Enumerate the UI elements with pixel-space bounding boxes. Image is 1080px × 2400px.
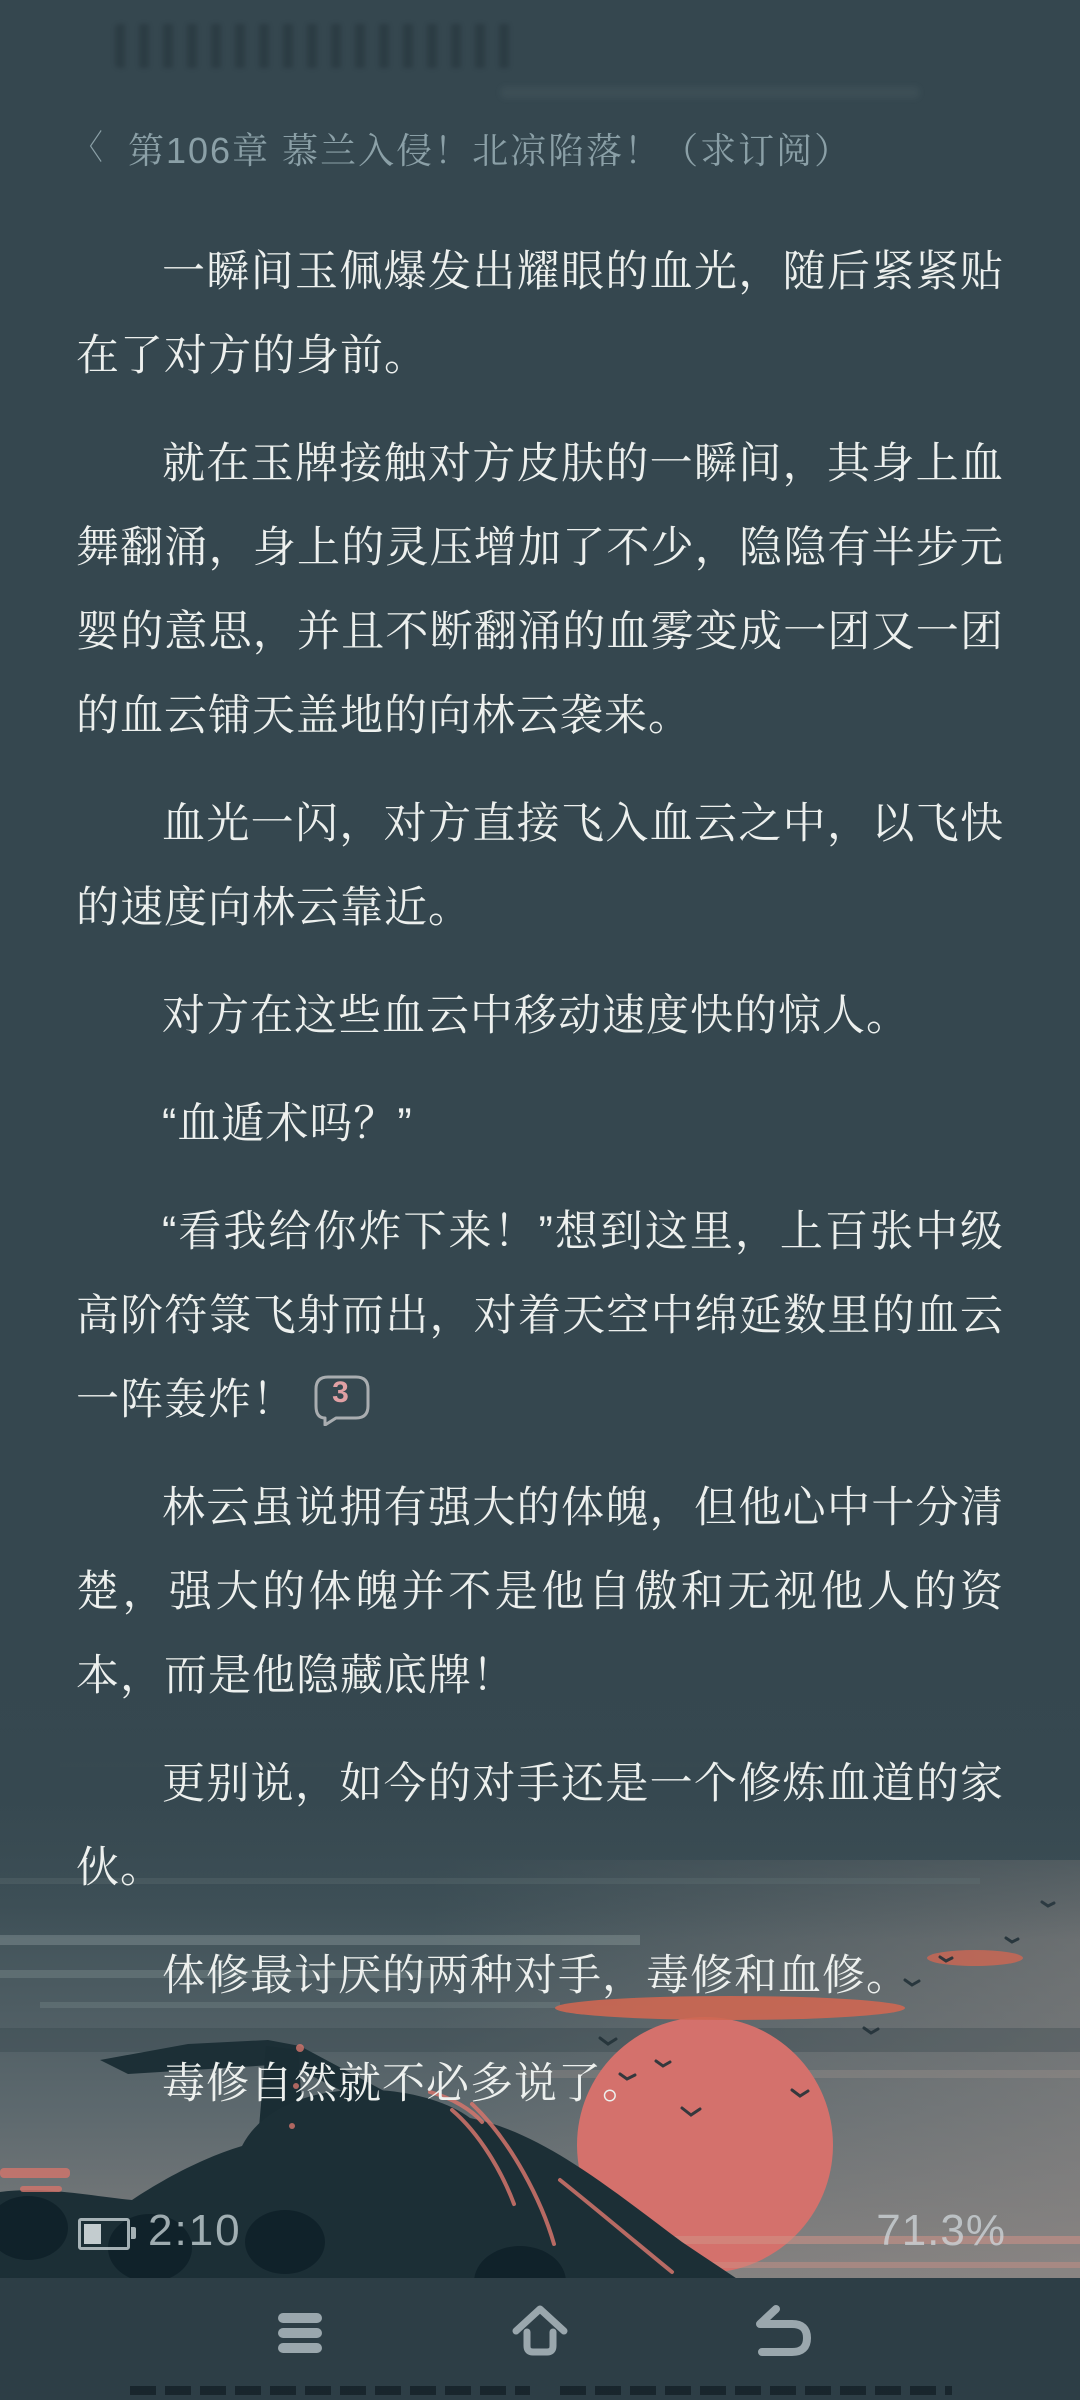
comment-count-badge[interactable] <box>312 1370 372 1422</box>
watermark-artifact <box>130 2386 530 2395</box>
paragraph: 一瞬间玉佩爆发出耀眼的血光，随后紧紧贴在了对方的身前。 <box>76 248 1004 380</box>
paragraph: 就在玉牌接触对方皮肤的一瞬间，其身上血舞翻涌，身上的灵压增加了不少，隐隐有半步元婴的意思，并且不断翻涌的血雾变成一团又一团的血云铺天盖地的向林云袭来。 <box>76 440 1004 740</box>
reading-status-bar <box>0 2206 1080 2266</box>
android-nav-bar <box>0 2278 1080 2400</box>
watermark-artifact <box>560 2386 952 2395</box>
paragraph: “血遁术吗？” <box>162 1100 413 1148</box>
nav-back-button[interactable] <box>702 2278 862 2388</box>
clock-text: 2:10 <box>148 2206 242 2255</box>
chapter-title: 第106章 慕兰入侵！北凉陷落！（求订阅） <box>128 129 853 171</box>
comment-count: 3 <box>332 1376 350 1409</box>
paragraph: 对方在这些血云中移动速度快的惊人。 <box>162 992 910 1040</box>
back-chevron-icon[interactable]: 〈 <box>75 129 103 167</box>
paragraph: 林云虽说拥有强大的体魄，但他心中十分清楚，强大的体魄并不是他自傲和无视他人的资本，而是他隐藏底牌！ <box>76 1484 1004 1700</box>
paragraph: 更别说，如今的对手还是一个修炼血道的家伙。 <box>76 1760 1004 1892</box>
paragraph: 体修最讨厌的两种对手，毒修和血修。 <box>162 1952 910 2000</box>
ghost-text-artifact <box>500 86 920 99</box>
paragraph: 血光一闪，对方直接飞入血云之中，以飞快的速度向林云靠近。 <box>76 800 1004 932</box>
battery-icon <box>78 2218 130 2250</box>
back-return-icon <box>750 2301 814 2365</box>
home-icon <box>508 2301 572 2365</box>
chapter-body[interactable] <box>76 230 1004 2150</box>
paragraph-text: “看我给你炸下来！”想到这里，上百张中级高阶符箓飞射而出，对着天空中绵延数里的血云一阵轰炸！ <box>76 1208 1004 1424</box>
battery-nub <box>131 2227 136 2239</box>
ghost-text-artifact <box>115 24 515 68</box>
nav-home-button[interactable] <box>460 2278 620 2388</box>
chapter-header <box>72 124 1020 172</box>
paragraph <box>76 1190 1004 1442</box>
menu-icon <box>268 2301 332 2365</box>
reading-progress: 71.3% <box>876 2206 1006 2255</box>
nav-menu-button[interactable] <box>220 2278 380 2388</box>
paragraph: 毒修自然就不必多说了。 <box>162 2060 646 2108</box>
battery-fill <box>84 2224 101 2244</box>
